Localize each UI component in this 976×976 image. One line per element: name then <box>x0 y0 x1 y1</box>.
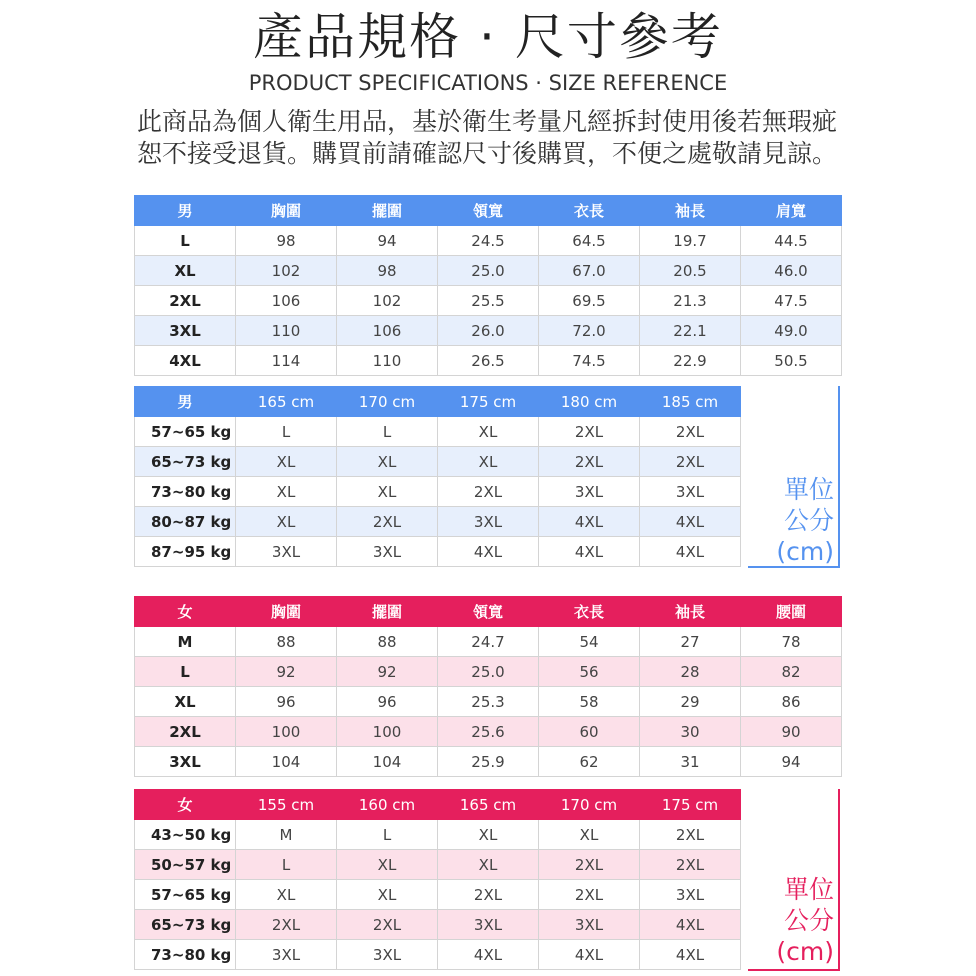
table-cell: 100 <box>236 717 337 747</box>
table-cell: 69.5 <box>539 286 640 316</box>
table-cell: XL <box>337 447 438 477</box>
table-cell: 2XL <box>640 447 741 477</box>
men-unit-line-3: (cm) <box>776 537 834 566</box>
table-cell: 30 <box>640 717 741 747</box>
table-cell: 96 <box>337 687 438 717</box>
table-cell: 98 <box>337 256 438 286</box>
table-cell: 25.9 <box>438 747 539 777</box>
table-row <box>135 880 741 910</box>
table-cell: XL <box>438 417 539 447</box>
table-cell: 2XL <box>539 880 640 910</box>
table-cell: 106 <box>236 286 337 316</box>
women-fit-header-height: 175 cm <box>640 790 741 820</box>
table-cell: 94 <box>741 747 842 777</box>
table-cell: XL <box>236 477 337 507</box>
table-cell: 56 <box>539 657 640 687</box>
table-cell: 44.5 <box>741 226 842 256</box>
size-label: 2XL <box>135 286 236 316</box>
table-cell: 92 <box>236 657 337 687</box>
page-subtitle: PRODUCT SPECIFICATIONS · SIZE REFERENCE <box>248 71 728 95</box>
size-label: 3XL <box>135 747 236 777</box>
weight-label: 65~73 kg <box>135 447 236 477</box>
table-cell: 67.0 <box>539 256 640 286</box>
women-size-header-chest: 胸圍 <box>236 597 337 627</box>
table-row <box>135 657 842 687</box>
table-row <box>135 447 741 477</box>
table-cell: 28 <box>640 657 741 687</box>
table-cell: 2XL <box>640 417 741 447</box>
table-row <box>135 477 741 507</box>
table-row <box>135 910 741 940</box>
table-cell: 3XL <box>236 940 337 970</box>
table-cell: XL <box>539 820 640 850</box>
table-cell: 104 <box>337 747 438 777</box>
women-size-header-collar: 領寬 <box>438 597 539 627</box>
women-unit-underline <box>748 969 840 971</box>
table-cell: 3XL <box>640 880 741 910</box>
men-size-header-gender: 男 <box>135 196 236 226</box>
men-unit-label <box>750 474 834 567</box>
table-cell: L <box>337 417 438 447</box>
table-cell: 25.0 <box>438 256 539 286</box>
table-cell: L <box>236 850 337 880</box>
table-cell: 49.0 <box>741 316 842 346</box>
women-fit-header-gender: 女 <box>135 790 236 820</box>
men-fit-header-gender: 男 <box>135 387 236 417</box>
table-cell: 102 <box>337 286 438 316</box>
men-size-header-sleeve: 袖長 <box>640 196 741 226</box>
women-unit-line-3: (cm) <box>776 937 834 966</box>
table-cell: 4XL <box>640 910 741 940</box>
size-label: XL <box>135 256 236 286</box>
women-fit-header-height: 160 cm <box>337 790 438 820</box>
weight-label: 73~80 kg <box>135 940 236 970</box>
table-row <box>135 850 741 880</box>
table-cell: XL <box>438 820 539 850</box>
table-cell: L <box>236 417 337 447</box>
table-row <box>135 256 842 286</box>
table-cell: 2XL <box>438 880 539 910</box>
women-size-header-sleeve: 袖長 <box>640 597 741 627</box>
table-cell: 50.5 <box>741 346 842 376</box>
size-label: L <box>135 657 236 687</box>
table-cell: 3XL <box>236 537 337 567</box>
table-cell: 2XL <box>337 507 438 537</box>
page-title: 產品規格 · 尺寸參考 <box>253 8 723 66</box>
size-label: 4XL <box>135 346 236 376</box>
table-row <box>135 537 741 567</box>
table-cell: 110 <box>337 346 438 376</box>
table-cell: 24.5 <box>438 226 539 256</box>
table-cell: 47.5 <box>741 286 842 316</box>
table-cell: 3XL <box>337 537 438 567</box>
table-row <box>135 747 842 777</box>
size-label: 2XL <box>135 717 236 747</box>
table-cell: 2XL <box>438 477 539 507</box>
men-fit-header-height: 170 cm <box>337 387 438 417</box>
men-size-header-shoulder: 肩寬 <box>741 196 842 226</box>
table-cell: 19.7 <box>640 226 741 256</box>
men-unit-line-1: 單位 <box>783 475 834 504</box>
table-cell: 3XL <box>438 910 539 940</box>
table-cell: 24.7 <box>438 627 539 657</box>
table-cell: 4XL <box>640 537 741 567</box>
table-cell: XL <box>236 447 337 477</box>
table-row <box>135 286 842 316</box>
table-cell: 2XL <box>539 850 640 880</box>
weight-label: 50~57 kg <box>135 850 236 880</box>
table-cell: 54 <box>539 627 640 657</box>
table-cell: 86 <box>741 687 842 717</box>
notice-line-1: 此商品為個人衛生用品，基於衛生考量凡經拆封使用後若無瑕疵 <box>137 107 838 136</box>
table-cell: 88 <box>236 627 337 657</box>
table-cell: XL <box>337 477 438 507</box>
size-label: 3XL <box>135 316 236 346</box>
table-cell: 29 <box>640 687 741 717</box>
table-cell: 2XL <box>539 417 640 447</box>
women-fit-header-height: 165 cm <box>438 790 539 820</box>
table-cell: 22.9 <box>640 346 741 376</box>
table-cell: 25.0 <box>438 657 539 687</box>
table-cell: 22.1 <box>640 316 741 346</box>
table-cell: 3XL <box>640 477 741 507</box>
men-unit-line-2: 公分 <box>783 506 834 535</box>
table-cell: 4XL <box>438 537 539 567</box>
table-row <box>135 346 842 376</box>
table-row <box>135 507 741 537</box>
table-cell: 4XL <box>539 537 640 567</box>
table-cell: 96 <box>236 687 337 717</box>
men-size-table <box>134 195 842 376</box>
table-cell: 25.5 <box>438 286 539 316</box>
women-unit-label <box>750 874 834 967</box>
size-label: L <box>135 226 236 256</box>
table-cell: 88 <box>337 627 438 657</box>
table-cell: 3XL <box>337 940 438 970</box>
table-cell: 72.0 <box>539 316 640 346</box>
table-row <box>135 417 741 447</box>
table-cell: 78 <box>741 627 842 657</box>
return-policy-notice <box>137 106 877 170</box>
table-cell: 92 <box>337 657 438 687</box>
weight-label: 87~95 kg <box>135 537 236 567</box>
men-size-header-length: 衣長 <box>539 196 640 226</box>
table-cell: 60 <box>539 717 640 747</box>
men-fit-header-height: 165 cm <box>236 387 337 417</box>
women-size-header-gender: 女 <box>135 597 236 627</box>
table-cell: 2XL <box>337 910 438 940</box>
table-cell: 26.0 <box>438 316 539 346</box>
table-cell: 64.5 <box>539 226 640 256</box>
table-cell: 4XL <box>438 940 539 970</box>
notice-line-2: 恕不接受退貨。購買前請確認尺寸後購買，不便之處敬請見諒。 <box>137 139 838 168</box>
table-cell: 3XL <box>539 910 640 940</box>
women-fit-header-height: 170 cm <box>539 790 640 820</box>
table-cell: XL <box>337 880 438 910</box>
table-row <box>135 717 842 747</box>
table-cell: XL <box>236 880 337 910</box>
table-cell: 4XL <box>640 940 741 970</box>
table-cell: 27 <box>640 627 741 657</box>
women-fit-header-row <box>135 790 741 820</box>
table-cell: 4XL <box>539 940 640 970</box>
size-label: M <box>135 627 236 657</box>
men-size-header-collar: 領寬 <box>438 196 539 226</box>
table-cell: 3XL <box>438 507 539 537</box>
table-row <box>135 940 741 970</box>
weight-label: 43~50 kg <box>135 820 236 850</box>
table-row <box>135 687 842 717</box>
table-row <box>135 820 741 850</box>
men-fit-header-height: 175 cm <box>438 387 539 417</box>
table-cell: 21.3 <box>640 286 741 316</box>
table-cell: 82 <box>741 657 842 687</box>
women-size-header-length: 衣長 <box>539 597 640 627</box>
table-cell: 26.5 <box>438 346 539 376</box>
table-cell: 102 <box>236 256 337 286</box>
table-cell: 2XL <box>640 850 741 880</box>
weight-label: 57~65 kg <box>135 880 236 910</box>
table-cell: 90 <box>741 717 842 747</box>
table-cell: 25.6 <box>438 717 539 747</box>
weight-label: 73~80 kg <box>135 477 236 507</box>
men-unit-divider <box>838 386 840 568</box>
table-row <box>135 226 842 256</box>
table-cell: 4XL <box>640 507 741 537</box>
weight-label: 65~73 kg <box>135 910 236 940</box>
table-cell: 3XL <box>539 477 640 507</box>
table-cell: 110 <box>236 316 337 346</box>
women-fit-table <box>134 789 741 970</box>
women-size-table <box>134 596 842 777</box>
men-fit-table <box>134 386 741 567</box>
weight-label: 80~87 kg <box>135 507 236 537</box>
table-cell: 46.0 <box>741 256 842 286</box>
table-cell: 4XL <box>539 507 640 537</box>
women-size-header-waist: 腰圍 <box>741 597 842 627</box>
women-size-header-row <box>135 597 842 627</box>
table-cell: 20.5 <box>640 256 741 286</box>
women-fit-header-height: 155 cm <box>236 790 337 820</box>
table-cell: 100 <box>337 717 438 747</box>
table-cell: XL <box>337 850 438 880</box>
table-cell: XL <box>438 447 539 477</box>
men-fit-header-height: 180 cm <box>539 387 640 417</box>
table-row <box>135 316 842 346</box>
women-unit-line-1: 單位 <box>783 875 834 904</box>
table-cell: 106 <box>337 316 438 346</box>
table-cell: 74.5 <box>539 346 640 376</box>
table-cell: 2XL <box>236 910 337 940</box>
table-cell: 2XL <box>539 447 640 477</box>
table-cell: XL <box>236 507 337 537</box>
men-fit-header-row <box>135 387 741 417</box>
table-cell: M <box>236 820 337 850</box>
table-cell: XL <box>438 850 539 880</box>
table-cell: 114 <box>236 346 337 376</box>
women-unit-line-2: 公分 <box>783 906 834 935</box>
table-cell: 104 <box>236 747 337 777</box>
weight-label: 57~65 kg <box>135 417 236 447</box>
table-row <box>135 627 842 657</box>
table-cell: 98 <box>236 226 337 256</box>
men-size-header-row <box>135 196 842 226</box>
men-size-header-chest: 胸圍 <box>236 196 337 226</box>
table-cell: 94 <box>337 226 438 256</box>
size-label: XL <box>135 687 236 717</box>
women-size-header-hem: 擺圍 <box>337 597 438 627</box>
women-unit-divider <box>838 789 840 971</box>
table-cell: 31 <box>640 747 741 777</box>
table-cell: 2XL <box>640 820 741 850</box>
table-cell: L <box>337 820 438 850</box>
table-cell: 62 <box>539 747 640 777</box>
men-size-header-hem: 擺圍 <box>337 196 438 226</box>
men-fit-header-height: 185 cm <box>640 387 741 417</box>
table-cell: 58 <box>539 687 640 717</box>
table-cell: 25.3 <box>438 687 539 717</box>
